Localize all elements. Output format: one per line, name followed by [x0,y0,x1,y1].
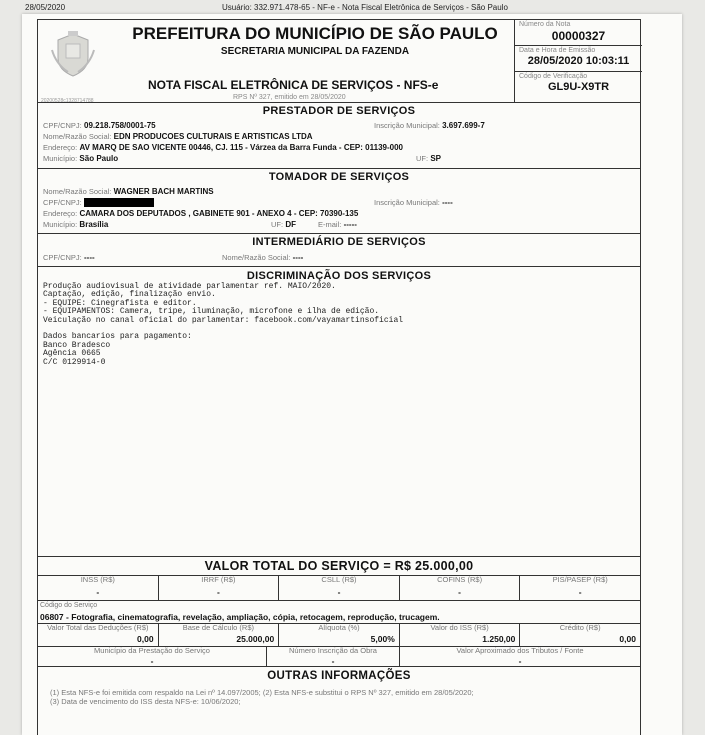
calc-row [38,623,640,646]
discriminacao-title: DISCRIMINAÇÃO DOS SERVIÇOS [246,270,432,282]
print-date: 28/05/2020 [25,3,66,12]
prestador-uf: SP [430,154,441,163]
calc-deducoes: Valor Total das Deduções (R$) 0,00 [38,623,159,646]
divider [38,666,640,667]
tomador-municipio-row: Município: Brasília [43,220,109,229]
outras-title: OUTRAS INFORMAÇÕES [267,670,411,682]
tax-cofins: COFINS (R$) - [400,575,521,600]
prestador-im: 3.697.699-7 [442,121,485,130]
tomador-uf: DF [285,220,296,229]
header-titles [110,22,520,57]
tomador-uf-row: UF: DF [271,220,296,229]
numero-value: 00000327 [551,29,606,43]
intermediario-nome-row: Nome/Razão Social: ---- [222,253,304,262]
data-emissao-label: Data e Hora de Emissão [519,47,596,54]
calc-credito: Crédito (R$) 0,00 [559,623,636,644]
tomador-title: TOMADOR DE SERVIÇOS [268,171,410,183]
data-emissao-value: 28/05/2020 10:03:11 [527,55,630,67]
prestador-endereco-row: Endereço: AV MARQ DE SAO VICENTE 00446, CJ. 115 - Várzea da Barra Funda - CEP: 01139-000 [43,143,403,152]
secretaria-title: SECRETARIA MUNICIPAL DA FAZENDA [220,46,410,57]
prestador-im-row: Inscrição Municipal: 3.697.699-7 [374,121,485,130]
discriminacao-text: Produção audiovisual de atividade parlamentar ref. MAIO/2020. Captação, edição, finalização envio. - EQUIPE: Cinegrafista e editor. - EQUIPAMENTOS: Camera, tripe, iluminação, microfone e ilha de edição. Veiculação no canal oficial do parlamentar: facebook.com/vayamartinsoficial Dados bancarios para pagamento: Banco Bradesco Agência 0665 C/C 0129914-0 [43,282,404,367]
verificacao-value: GL9U-X9TR [547,81,610,93]
tomador-email-row: E-mail: ----- [318,220,357,229]
outras-line-2: (3) Data de vencimento do ISS desta NFS-e: 10/06/2020; [50,697,241,706]
prestador-municipio-row: Município: São Paulo [43,154,119,163]
divider [38,600,640,601]
prestador-cnpj: 09.218.758/0001-75 [84,121,156,130]
tomador-endereco: CAMARA DOS DEPUTADOS , GABINETE 901 - ANEXO 4 - CEP: 70390-135 [79,209,359,218]
tomador-email: ----- [343,220,357,229]
tax-pispasep: PIS/PASEP (R$) - [552,575,608,597]
rps-line: RPS Nº 327, emitido em 28/05/2020 [233,94,346,101]
tomador-cpf-row: CPF/CNPJ: [43,198,154,207]
tax-irrf: IRRF (R$) - [159,575,280,600]
tomador-nome-row: Nome/Razão Social: WAGNER BACH MARTINS [43,187,214,196]
divider [38,266,640,267]
prestador-cnpj-row: CPF/CNPJ: 09.218.758/0001-75 [43,121,156,130]
extra-obra: Número Inscrição da Obra - [267,646,400,666]
tomador-im: ---- [442,198,453,207]
intermediario-cpf-row: CPF/CNPJ: ---- [43,253,95,262]
coat-of-arms-icon [48,30,98,78]
tomador-im-row: Inscrição Municipal: ---- [374,198,453,207]
extra-municipio: Município da Prestação do Serviço - [38,646,267,666]
tax-csll: CSLL (R$) - [279,575,400,600]
extra-tributos: Valor Aproximado dos Tributos / Fonte - [456,646,584,666]
calc-base: Base de Cálculo (R$) 25.000,00 [159,623,280,646]
divider [38,556,640,557]
intermediario-cpf: ---- [84,253,95,262]
document-type: NOTA FISCAL ELETRÔNICA DE SERVIÇOS - NFS-e [148,78,439,92]
calc-aliquota: Alíquota (%) 5,00% [279,623,400,646]
redacted-cpf [84,198,154,207]
number-box [514,20,642,102]
divider [38,233,640,234]
small-code: 20200528c1328714788 [41,98,94,104]
nfse-frame [37,19,641,735]
extra-row [38,646,640,666]
prestador-title: PRESTADOR DE SERVIÇOS [262,105,416,117]
verificacao-label: Código de Verificação [519,73,588,80]
print-title: Usuário: 332.971.478-65 - NF-e - Nota Fiscal Eletrônica de Serviços - São Paulo [222,3,508,12]
tomador-endereco-row: Endereço: CAMARA DOS DEPUTADOS , GABINETE 901 - ANEXO 4 - CEP: 70390-135 [43,209,359,218]
intermediario-nome: ---- [292,253,304,262]
tax-row [38,575,640,600]
prestador-nome: EDN PRODUCOES CULTURAIS E ARTISTICAS LTDA [113,132,313,141]
divider [38,102,640,103]
prestador-municipio: São Paulo [79,154,119,163]
tomador-municipio: Brasília [79,220,109,229]
servico-value: 06807 - Fotografia, cinematografia, revelação, ampliação, cópia, retocagem, reprodução, trucagem. [40,612,440,622]
servico-label: Código do Serviço [40,602,98,609]
intermediario-title: INTERMEDIÁRIO DE SERVIÇOS [252,236,426,248]
prestador-nome-row: Nome/Razão Social: EDN PRODUCOES CULTURAIS E ARTISTICAS LTDA [43,132,313,141]
calc-iss: Valor do ISS (R$) 1.250,00 [400,623,521,646]
tomador-nome: WAGNER BACH MARTINS [113,187,214,196]
prestador-uf-row: UF: SP [416,154,441,163]
outras-line-1: (1) Esta NFS-e foi emitida com respaldo na Lei nº 14.097/2005; (2) Esta NFS-e substitui o RPS Nº 327, emitido em 28/05/2020; [50,688,474,697]
prestador-endereco: AV MARQ DE SAO VICENTE 00446, CJ. 115 - Várzea da Barra Funda - CEP: 01139-000 [79,143,403,152]
tax-inss: INSS (R$) - [38,575,159,600]
divider [38,168,640,169]
valor-total: VALOR TOTAL DO SERVIÇO = R$ 25.000,00 [204,559,474,573]
numero-label: Número da Nota [519,21,571,28]
prefeitura-title: PREFEITURA DO MUNICÍPIO DE SÃO PAULO [132,24,498,43]
